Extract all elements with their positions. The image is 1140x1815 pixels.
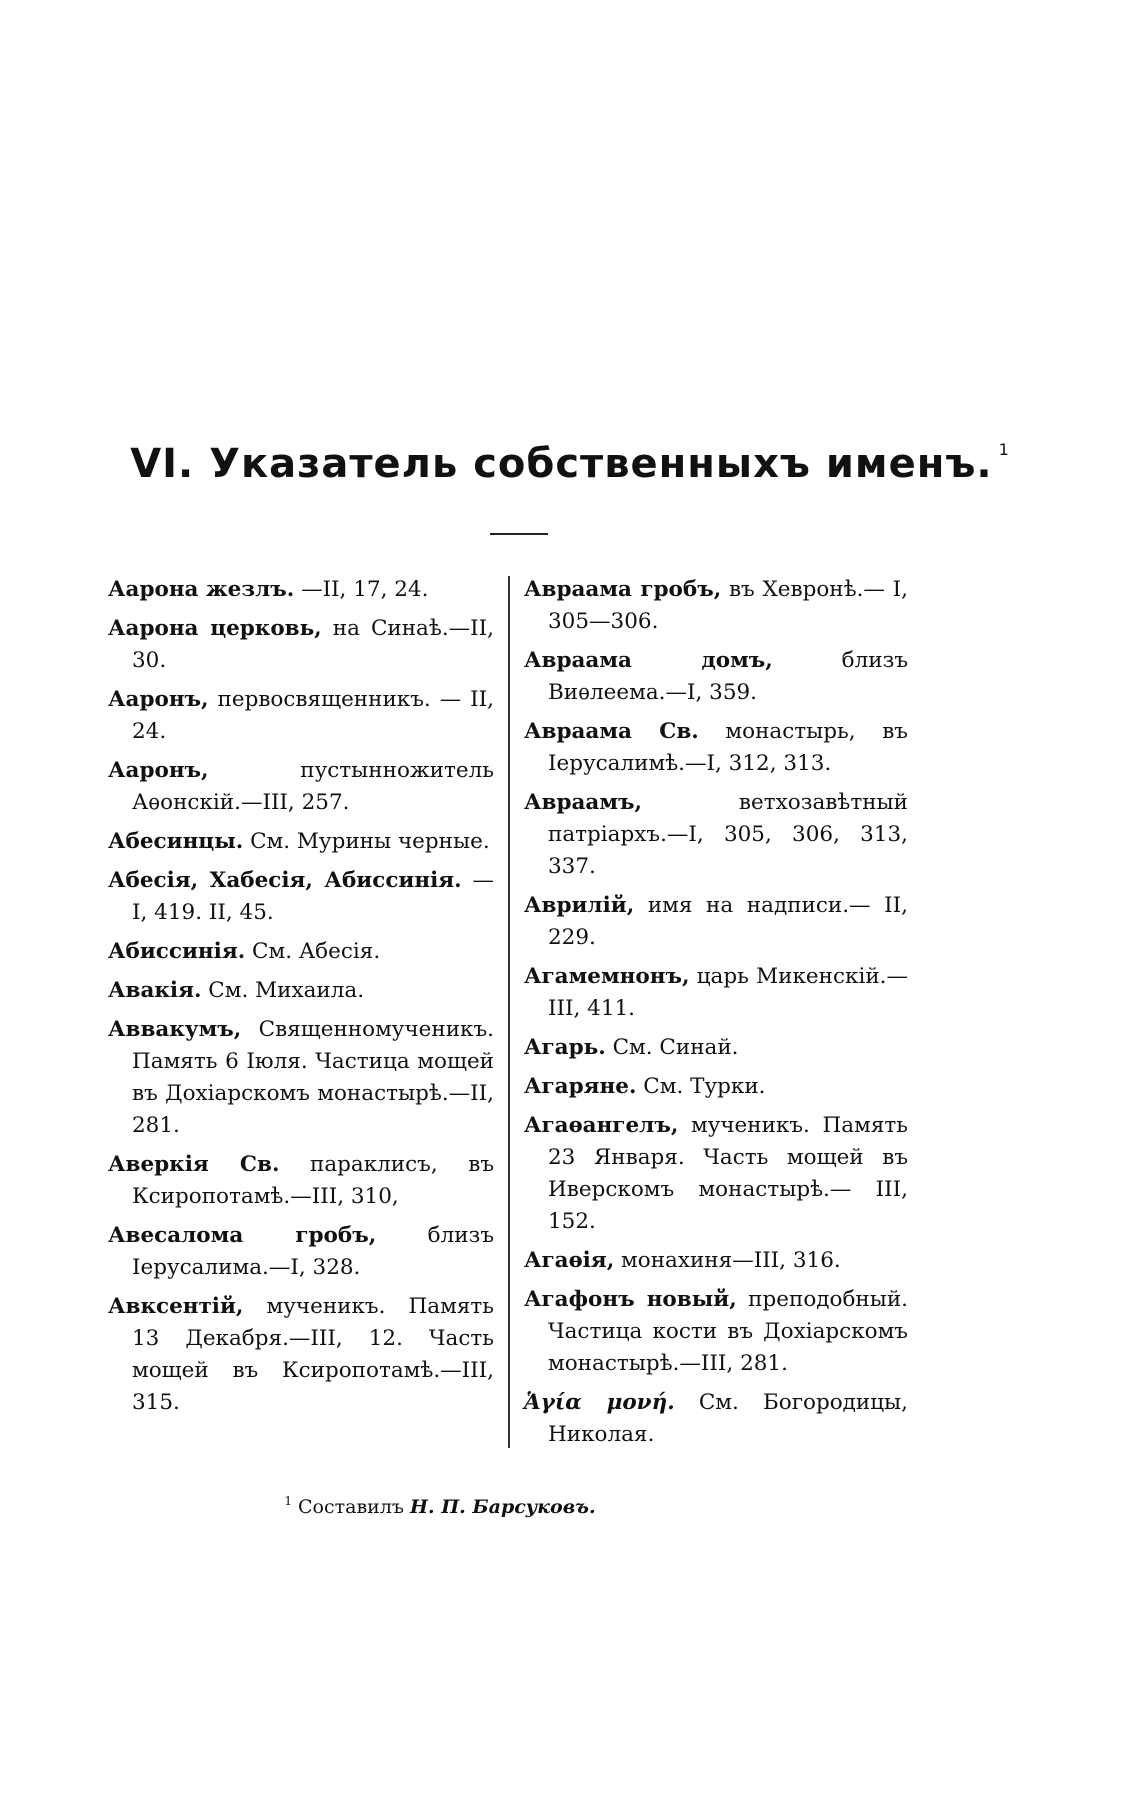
- index-entry: [108, 1149, 494, 1213]
- entry-headword: Авксентій,: [108, 1294, 244, 1319]
- entry-reference: См. Богородицы, Николая.: [548, 1390, 908, 1447]
- entry-headword: Агаѳангелъ,: [524, 1113, 679, 1138]
- column-divider: [508, 576, 510, 1448]
- entry-reference: См. Абесія.: [252, 939, 381, 964]
- index-entry: [108, 975, 494, 1007]
- entry-headword: Абесинцы.: [108, 829, 244, 854]
- entry-headword: Аврилій,: [524, 893, 635, 918]
- entry-headword: Авраама Св.: [524, 719, 699, 744]
- index-column-left: [108, 574, 494, 1426]
- entry-headword: Агафонъ новый,: [524, 1287, 737, 1312]
- footnote-mark: 1: [284, 1494, 293, 1508]
- index-column-right: [524, 574, 908, 1458]
- entry-headword: Абесія, Хабесія, Абиссинія.: [108, 868, 462, 893]
- index-entry: [108, 865, 494, 929]
- index-entry: [108, 936, 494, 968]
- heading-footnote-mark: 1: [998, 440, 1010, 459]
- index-entry: [108, 755, 494, 819]
- index-entry: [524, 1387, 908, 1451]
- entry-reference: См. Михаила.: [208, 978, 365, 1003]
- index-entry: [524, 890, 908, 954]
- entry-reference: въ Хевронѣ.— I, 305—306.: [548, 577, 908, 634]
- entry-reference: См. Турки.: [643, 1074, 766, 1099]
- entry-headword: Аввакумъ,: [108, 1017, 242, 1042]
- footnote-author: Н. П. Барсуковъ.: [410, 1496, 596, 1518]
- entry-reference: ветхозавѣтный патріархъ.—I, 305, 306, 313, 337.: [548, 790, 908, 879]
- entry-headword: Ааронъ,: [108, 758, 209, 783]
- entry-reference: — I, 419. II, 45.: [132, 868, 494, 925]
- index-entry: [108, 1291, 494, 1419]
- entry-headword: Авраама гробъ,: [524, 577, 722, 602]
- entry-reference: монахиня—III, 316.: [621, 1248, 841, 1273]
- entry-headword: Аарона жезлъ.: [108, 577, 295, 602]
- entry-headword: Ааронъ,: [108, 687, 209, 712]
- heading-title: VI. Указатель собственныхъ именъ.: [130, 441, 993, 487]
- entry-reference: Священномученикъ. Память 6 Іюля. Частица мощей въ Дохіарскомъ монастырѣ.—II, 281.: [132, 1017, 494, 1138]
- entry-headword: Авесалома гробъ,: [108, 1223, 377, 1248]
- entry-reference: на Синаѣ.—II, 30.: [132, 616, 494, 673]
- entry-headword: Агарь.: [524, 1035, 606, 1060]
- entry-reference: близъ Іерусалима.—I, 328.: [132, 1223, 494, 1280]
- index-entry: [524, 787, 908, 883]
- index-entry: [524, 961, 908, 1025]
- index-entry: [524, 1110, 908, 1238]
- index-entry: [108, 684, 494, 748]
- entry-reference: монастырь, въ Іерусалимѣ.—I, 312, 313.: [548, 719, 908, 776]
- entry-reference: близъ Виѳлеема.—I, 359.: [548, 648, 908, 705]
- entry-headword: Абиссинія.: [108, 939, 246, 964]
- entry-reference: пустынножитель Аѳонскій.—III, 257.: [132, 758, 494, 815]
- entry-reference: мученикъ. Память 23 Января. Часть мощей въ Иверскомъ монастырѣ.— III, 152.: [548, 1113, 908, 1234]
- entry-headword: Авраамъ,: [524, 790, 642, 815]
- entry-reference: преподобный. Частица кости въ Дохіарскомъ монастырѣ.—III, 281.: [548, 1287, 908, 1376]
- entry-reference: царь Микенскій.— III, 411.: [548, 964, 908, 1021]
- entry-headword: Авакія.: [108, 978, 202, 1003]
- entry-reference: имя на надписи.— II, 229.: [548, 893, 908, 950]
- entry-reference: См. Мурины черные.: [250, 829, 490, 854]
- heading-rule: [490, 533, 548, 535]
- entry-headword: Ἁγία μονή.: [524, 1390, 675, 1415]
- footnote: [0, 1494, 880, 1518]
- entry-headword: Авраама домъ,: [524, 648, 773, 673]
- index-entry: [108, 1220, 494, 1284]
- entry-headword: Аарона церковь,: [108, 616, 322, 641]
- footnote-text: Составилъ: [298, 1496, 404, 1518]
- index-entry: [524, 1032, 908, 1064]
- entry-reference: —II, 17, 24.: [301, 577, 429, 602]
- entry-reference: параклисъ, въ Ксиропотамѣ.—III, 310,: [132, 1152, 494, 1209]
- entry-reference: первосвященникъ. — II, 24.: [132, 687, 495, 744]
- index-entry: [108, 826, 494, 858]
- index-entry: [524, 645, 908, 709]
- entry-headword: Аверкія Св.: [108, 1152, 280, 1177]
- index-entry: [524, 1284, 908, 1380]
- index-entry: [524, 574, 908, 638]
- entry-reference: См. Синай.: [612, 1035, 739, 1060]
- entry-reference: мученикъ. Память 13 Декабря.—III, 12. Часть мощей въ Ксиропотамѣ.—III, 315.: [132, 1294, 494, 1415]
- index-entry: [524, 1071, 908, 1103]
- index-entry: [524, 716, 908, 780]
- index-entry: [108, 613, 494, 677]
- index-entry: [108, 1014, 494, 1142]
- index-entry: [524, 1245, 908, 1277]
- entry-headword: Агаѳія,: [524, 1248, 615, 1273]
- entry-headword: Агамемнонъ,: [524, 964, 690, 989]
- index-entry: [108, 574, 494, 606]
- entry-headword: Агаряне.: [524, 1074, 637, 1099]
- page-heading: [0, 440, 1140, 487]
